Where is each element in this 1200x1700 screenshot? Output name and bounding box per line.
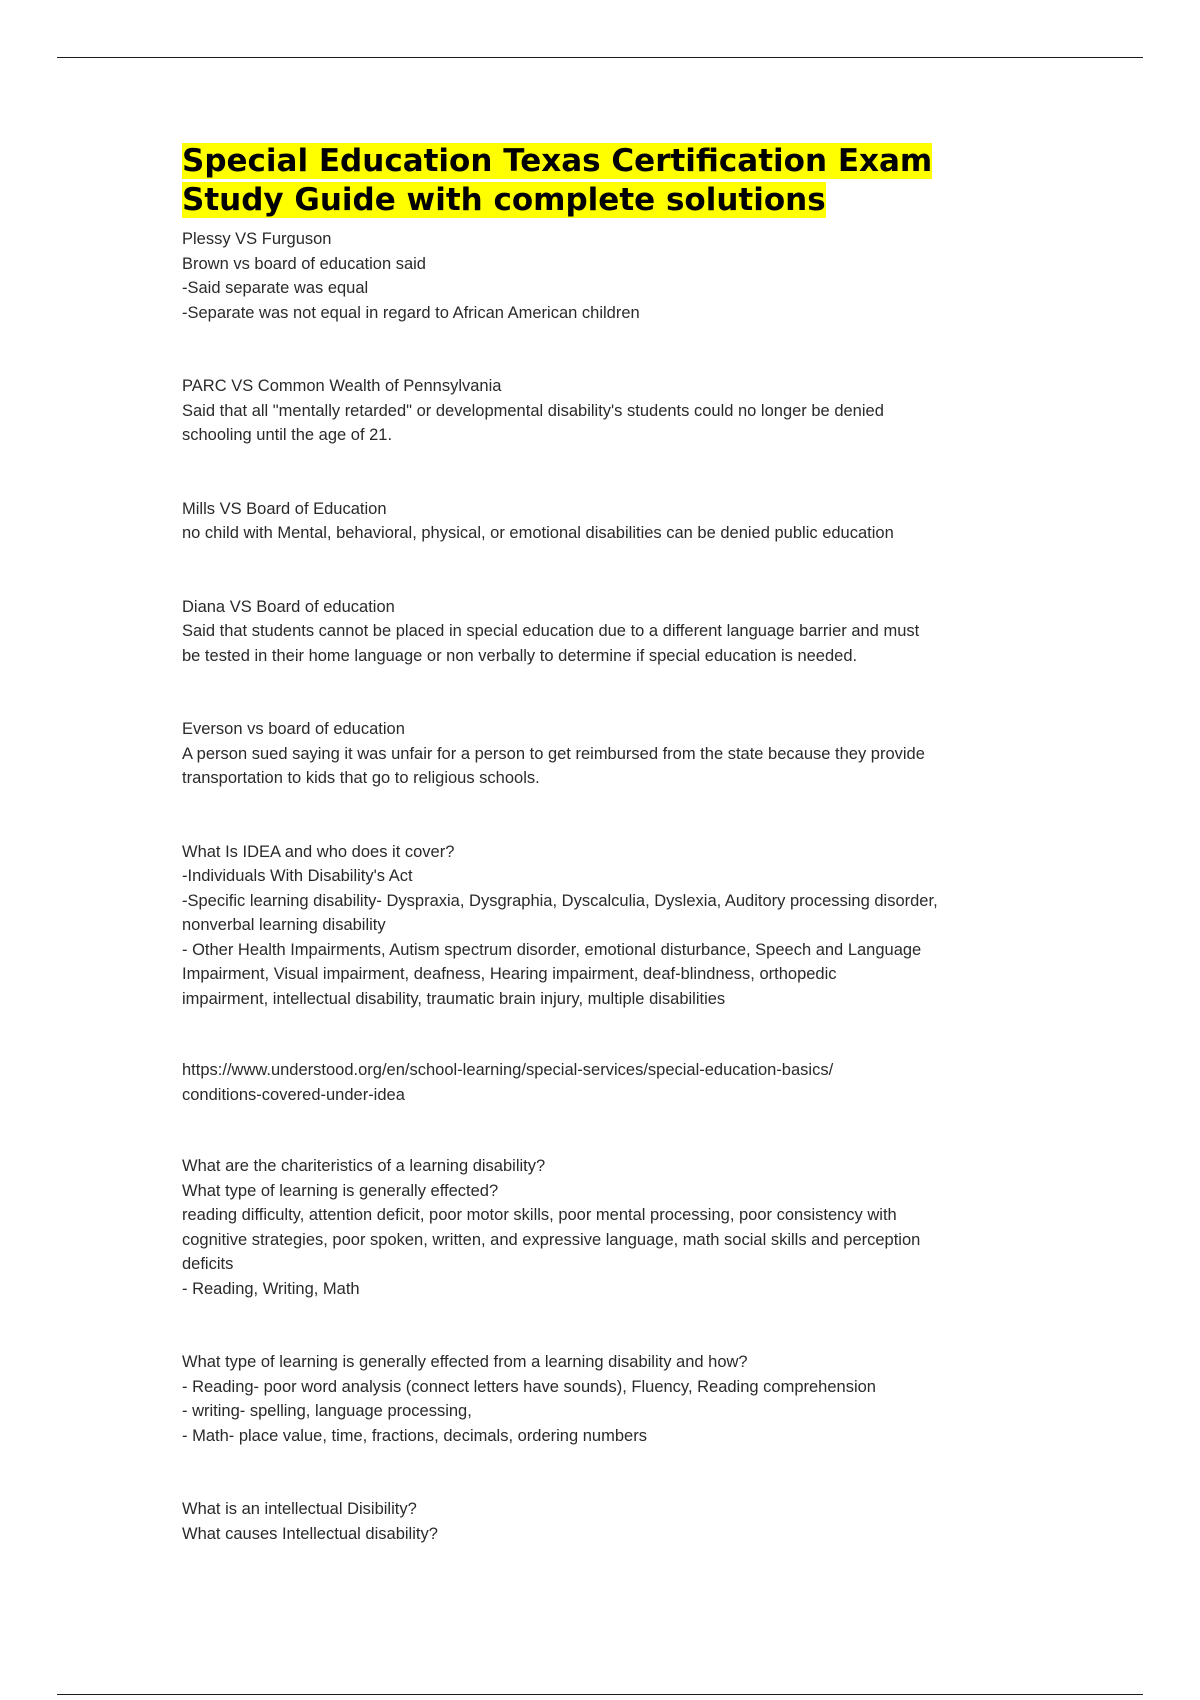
text-line: -Separate was not equal in regard to African American children [182, 303, 640, 322]
text-line: What is an intellectual Disibility? [182, 1500, 417, 1518]
title-line-1: Special Education Texas Certification Exam [182, 143, 933, 179]
text-line: - Other Health Impairments, Autism spectrum disorder, emotional disturbance, Speech and Language [182, 940, 922, 959]
document-title [182, 142, 1062, 220]
text-line: What type of learning is generally effected? [182, 1181, 499, 1200]
text-line: Everson vs board of education [182, 720, 405, 738]
text-line: What causes Intellectual disability? [182, 1524, 438, 1543]
document-body [182, 142, 1062, 1595]
text-line: deficits [182, 1255, 234, 1273]
text-line: - Reading- poor word analysis (connect letters have sounds), Fluency, Reading comprehension [182, 1377, 876, 1396]
document-text [182, 227, 1062, 1546]
qa-block-parc [182, 374, 1062, 448]
text-line: -Specific learning disability- Dyspraxia, Dysgraphia, Dyscalculia, Dyslexia, Auditory processing disorder, [182, 891, 938, 910]
text-line: Brown vs board of education said [182, 254, 426, 273]
text-line: What type of learning is generally effected from a learning disability and how? [182, 1353, 748, 1371]
text-line: - Reading, Writing, Math [182, 1279, 360, 1298]
text-line: PARC VS Common Wealth of Pennsylvania [182, 377, 502, 395]
qa-block-learning-effects [182, 1350, 1062, 1448]
qa-block-mills [182, 497, 1062, 546]
text-line: no child with Mental, behavioral, physical, or emotional disabilities can be denied public education [182, 524, 894, 542]
qa-block-plessy-brown [182, 227, 1062, 325]
text-line: be tested in their home language or non verbally to determine if special education is needed. [182, 646, 858, 665]
qa-block-link [182, 1058, 1062, 1107]
text-line: reading difficulty, attention deficit, poor motor skills, poor mental processing, poor consistency with [182, 1206, 897, 1224]
qa-block-everson [182, 717, 1062, 791]
text-line: impairment, intellectual disability, traumatic brain injury, multiple disabilities [182, 989, 726, 1008]
text-line: Diana VS Board of education [182, 597, 395, 616]
bottom-divider [57, 1694, 1143, 1695]
text-line: Said that students cannot be placed in special education due to a different language barrier and must [182, 622, 920, 640]
qa-block-learning-disability [182, 1154, 1062, 1301]
text-line: What Is IDEA and who does it cover? [182, 842, 455, 861]
qa-block-diana [182, 595, 1062, 669]
title-line-2: Study Guide with complete solutions [182, 182, 826, 218]
text-line: What are the chariteristics of a learning disability? [182, 1157, 546, 1175]
text-line: - writing- spelling, language processing, [182, 1402, 472, 1420]
text-line: -Said separate was equal [182, 279, 369, 297]
text-line: A person sued saying it was unfair for a person to get reimbursed from the state because they provide [182, 744, 925, 763]
text-line: Impairment, Visual impairment, deafness, Hearing impairment, deaf-blindness, orthopedic [182, 965, 837, 983]
text-line: Said that all "mentally retarded" or developmental disability's students could no longer be denied [182, 401, 884, 420]
text-line: transportation to kids that go to religious schools. [182, 769, 540, 787]
reference-url: https://www.understood.org/en/school-learning/special-services/special-education-basics/ [182, 1061, 834, 1079]
reference-url: conditions-covered-under-idea [182, 1085, 405, 1104]
text-line: -Individuals With Disability's Act [182, 867, 413, 885]
text-line: cognitive strategies, poor spoken, written, and expressive language, math social skills and perception [182, 1230, 921, 1249]
text-line: - Math- place value, time, fractions, decimals, ordering numbers [182, 1426, 647, 1445]
qa-block-intellectual-disability [182, 1497, 1062, 1546]
qa-block-idea [182, 840, 1062, 1012]
text-line: Plessy VS Furguson [182, 230, 332, 248]
top-divider [57, 57, 1143, 58]
text-line: schooling until the age of 21. [182, 426, 393, 444]
text-line: Mills VS Board of Education [182, 499, 387, 518]
text-line: nonverbal learning disability [182, 916, 386, 934]
